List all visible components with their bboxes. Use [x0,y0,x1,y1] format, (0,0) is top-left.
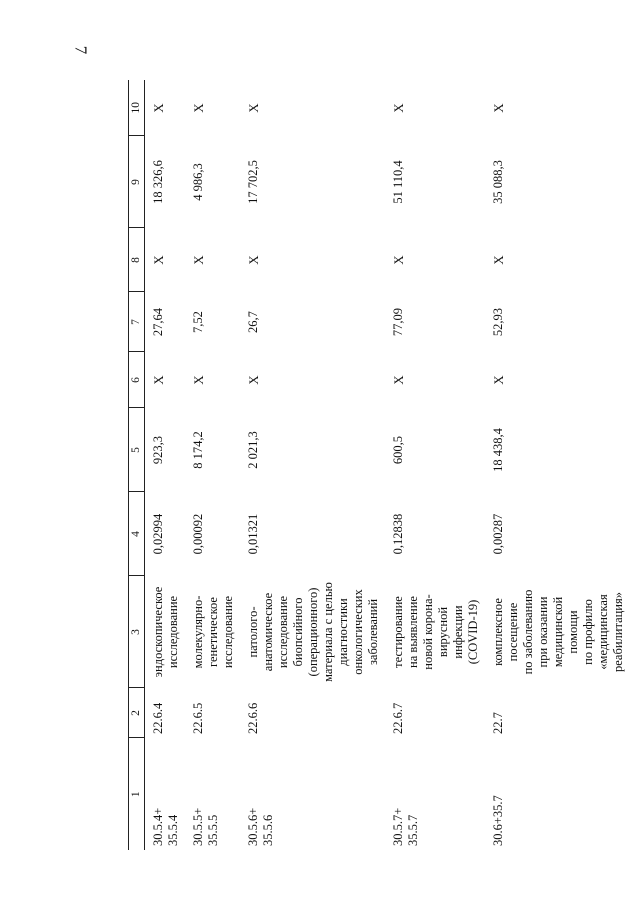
col10-mark: X [491,103,506,113]
section-cell: 22.6.5 [191,702,205,734]
col-header-2: 2 [129,688,145,738]
col7-value: 27,64 [151,307,165,337]
col10-mark: X [246,103,261,113]
col10-mark: X [391,103,406,113]
col10-mark: X [151,103,166,113]
page-number: 7 [71,45,91,55]
description-cell: тестирование на выявление новой корона- вирусной инфекции (COVID-19) [391,594,480,670]
col9-value: 4 986,3 [191,163,205,201]
description-cell: комплексное посещение по заболеванию при оказании медицинской помощи по профилю «медицинская реабилитация» [491,589,625,675]
description-cell: молекулярно- генетическое исследование [191,595,235,669]
col5-value: 2 021,3 [246,431,260,469]
col9-value: 17 702,5 [246,160,260,204]
col-header-8: 8 [129,228,145,292]
col6-mark: X [191,375,206,385]
description-cell: эндоскопическое исследование [151,586,180,678]
col-header-6: 6 [129,352,145,408]
col4-value: 0,02994 [151,513,165,555]
col-header-9: 9 [129,136,145,228]
table-header-row [129,80,145,850]
col9-value: 35 088,3 [491,160,505,204]
col7-value: 7,52 [191,311,205,333]
col6-mark: X [151,375,166,385]
table-row [485,80,630,850]
col8-mark: X [491,255,506,265]
col-header-3: 3 [129,576,145,688]
col8-mark: X [151,255,166,265]
code-cell: 30.5.4+ 35.5.4 [151,807,180,846]
table-row [240,80,385,850]
section-cell: 22.6.7 [391,702,405,734]
col7-value: 77,09 [391,307,405,337]
col8-mark: X [191,255,206,265]
table-row [145,80,186,850]
code-cell: 30.6+35.7 [491,795,505,846]
section-cell: 22.6.4 [151,702,165,734]
col7-value: 26,7 [246,311,260,333]
col6-mark: X [491,375,506,385]
section-cell: 22.7 [491,712,505,734]
description-cell: патолого- анатомическое исследование биопсийного (операционного) материала с целью диагностики онкологических заболеваний [246,582,380,682]
col-header-1: 1 [129,738,145,850]
col4-value: 0,00092 [191,513,205,555]
tariff-table [128,80,630,850]
col8-mark: X [246,255,261,265]
table-row [385,80,485,850]
section-cell: 22.6.6 [246,702,260,734]
table-row [185,80,240,850]
col5-value: 18 438,4 [491,428,505,472]
code-cell: 30.5.5+ 35.5.5 [191,807,220,846]
col4-value: 0,01321 [246,513,260,555]
col-header-10: 10 [129,80,145,136]
col10-mark: X [191,103,206,113]
col7-value: 52,93 [491,307,505,337]
col9-value: 51 110,4 [391,160,405,204]
col-header-4: 4 [129,492,145,576]
col8-mark: X [391,255,406,265]
col6-mark: X [246,375,261,385]
col6-mark: X [391,375,406,385]
col5-value: 600,5 [391,435,405,465]
col4-value: 0,00287 [491,513,505,555]
col-header-7: 7 [129,292,145,352]
col9-value: 18 326,6 [151,160,165,204]
code-cell: 30.5.7+ 35.5.7 [391,807,420,846]
col5-value: 923,3 [151,435,165,465]
code-cell: 30.5.6+ 35.5.6 [246,807,275,846]
rotated-table-container [128,80,625,850]
col5-value: 8 174,2 [191,431,205,469]
col4-value: 0,12838 [391,513,405,555]
col-header-5: 5 [129,408,145,492]
